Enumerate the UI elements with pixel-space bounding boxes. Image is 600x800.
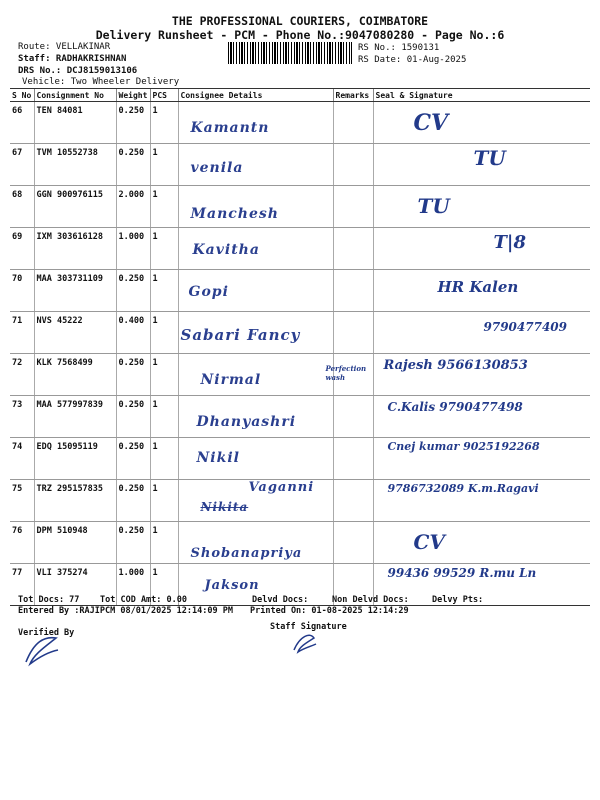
cell-weight: 2.000 <box>116 186 150 228</box>
cell-consignee <box>178 144 333 186</box>
cell-pcs: 1 <box>150 102 178 144</box>
cell-seal <box>373 480 590 522</box>
cell-seal <box>373 270 590 312</box>
staff-label: Staff: RADHAKRISHNAN <box>18 54 127 64</box>
col-header-remarks: Remarks <box>333 89 373 102</box>
seal-signature: CV <box>413 110 449 136</box>
seal-signature: Rajesh 9566130853 <box>383 358 528 373</box>
seal-signature: C.Kalis 9790477498 <box>387 400 523 414</box>
cell-seal <box>373 102 590 144</box>
cell-consignee <box>178 186 333 228</box>
printed-on: Printed On: 01-08-2025 12:14:29 <box>250 606 409 616</box>
cell-pcs: 1 <box>150 564 178 606</box>
runsheet-table <box>10 88 590 606</box>
barcode <box>228 42 352 64</box>
table-row <box>10 354 590 396</box>
table-row <box>10 312 590 354</box>
total-docs: Tot Docs: 77 <box>18 595 80 605</box>
cell-consignment: IXM 303616128 <box>34 228 116 270</box>
rs-number: RS No.: 1590131 <box>358 43 440 53</box>
col-header-consignee: Consignee Details <box>178 89 333 102</box>
cell-consignment: GGN 900976115 <box>34 186 116 228</box>
table-header-row <box>10 89 590 102</box>
cell-seal <box>373 522 590 564</box>
col-header-seal: Seal & Signature <box>373 89 590 102</box>
consignee-struck-out: Nikita <box>200 500 249 514</box>
table-row <box>10 480 590 522</box>
cell-seal <box>373 144 590 186</box>
consignee-handwriting: Gopi <box>188 284 229 300</box>
seal-signature: 9790477409 <box>483 320 567 334</box>
cell-remarks <box>333 522 373 564</box>
cell-sno: 69 <box>10 228 34 270</box>
cell-consignee <box>178 396 333 438</box>
cell-sno: 76 <box>10 522 34 564</box>
cell-weight: 0.250 <box>116 438 150 480</box>
entered-by: Entered By :RAJIPCM 08/01/2025 12:14:09 PM <box>18 606 233 616</box>
cell-sno: 74 <box>10 438 34 480</box>
cell-sno: 66 <box>10 102 34 144</box>
verified-signature-scribble <box>20 632 62 668</box>
cell-seal <box>373 312 590 354</box>
cell-consignee <box>178 354 333 396</box>
cell-seal <box>373 186 590 228</box>
cell-consignment: MAA 577997839 <box>34 396 116 438</box>
cell-seal <box>373 354 590 396</box>
cell-weight: 1.000 <box>116 564 150 606</box>
table-row <box>10 102 590 144</box>
verified-by-label: Verified By <box>18 628 75 638</box>
consignee-handwriting: Manchesh <box>190 206 279 222</box>
cell-remarks <box>333 312 373 354</box>
route-label: Route: VELLAKINAR <box>18 42 111 52</box>
cell-pcs: 1 <box>150 228 178 270</box>
cell-pcs: 1 <box>150 396 178 438</box>
cell-consignment: EDQ 15095119 <box>34 438 116 480</box>
consignee-handwriting: Nikil <box>196 450 240 466</box>
cell-weight: 0.250 <box>116 354 150 396</box>
cell-sno: 72 <box>10 354 34 396</box>
seal-signature: TU <box>417 194 450 218</box>
company-title: THE PROFESSIONAL COURIERS, COIMBATORE <box>171 14 429 28</box>
col-header-weight: Weight <box>116 89 150 102</box>
cell-weight: 0.250 <box>116 102 150 144</box>
consignee-handwriting: Sabari Fancy <box>180 326 301 344</box>
cell-weight: 0.250 <box>116 522 150 564</box>
cell-sno: 75 <box>10 480 34 522</box>
col-header-consignment: Consignment No <box>34 89 116 102</box>
table-row <box>10 438 590 480</box>
cell-pcs: 1 <box>150 270 178 312</box>
cell-pcs: 1 <box>150 522 178 564</box>
seal-signature: HR Kalen <box>437 278 519 296</box>
seal-signature: T|8 <box>493 232 526 253</box>
cell-consignee <box>178 312 333 354</box>
non-delivered-docs: Non Delvd Docs: <box>332 595 409 605</box>
cell-weight: 0.250 <box>116 480 150 522</box>
cell-seal <box>373 228 590 270</box>
rs-date: RS Date: 01-Aug-2025 <box>358 55 467 65</box>
cell-consignee <box>178 480 333 522</box>
staff-signature-scribble <box>290 630 320 654</box>
remarks-handwriting: Perfection wash <box>325 364 367 382</box>
drs-number: DRS No.: DCJ8159013106 <box>18 66 138 76</box>
consignee-handwriting: Shobanapriya <box>190 546 303 561</box>
cell-sno: 73 <box>10 396 34 438</box>
seal-signature: TU <box>473 146 506 170</box>
cell-consignee <box>178 438 333 480</box>
cell-remarks <box>333 102 373 144</box>
cell-pcs: 1 <box>150 312 178 354</box>
cell-weight: 0.250 <box>116 396 150 438</box>
cell-pcs: 1 <box>150 438 178 480</box>
consignee-handwriting: Nirmal <box>200 372 262 388</box>
consignee-handwriting: Vaganni <box>248 480 315 495</box>
cell-pcs: 1 <box>150 354 178 396</box>
col-header-pcs: PCS <box>150 89 178 102</box>
staff-signature-label: Staff Signature <box>270 622 347 632</box>
cell-remarks <box>333 480 373 522</box>
cell-sno: 77 <box>10 564 34 606</box>
table-row <box>10 270 590 312</box>
cell-consignee <box>178 228 333 270</box>
cell-consignee <box>178 270 333 312</box>
vehicle-label: Vehicle: Two Wheeler Delivery <box>22 77 180 87</box>
table-row <box>10 228 590 270</box>
consignee-handwriting: Kavitha <box>192 242 260 258</box>
seal-signature: CV <box>413 530 445 554</box>
cell-consignee <box>178 522 333 564</box>
cell-remarks <box>333 228 373 270</box>
consignee-handwriting: Jakson <box>204 578 260 593</box>
cell-pcs: 1 <box>150 480 178 522</box>
cell-weight: 0.250 <box>116 270 150 312</box>
cell-consignment: TVM 10552738 <box>34 144 116 186</box>
cell-remarks <box>333 396 373 438</box>
delivery-points: Delvy Pts: <box>432 595 484 605</box>
cell-remarks <box>333 270 373 312</box>
cell-consignment: TRZ 295157835 <box>34 480 116 522</box>
seal-signature: Cnej kumar 9025192268 <box>387 440 540 453</box>
cell-remarks <box>333 186 373 228</box>
cell-pcs: 1 <box>150 186 178 228</box>
cell-remarks <box>333 438 373 480</box>
delivered-docs: Delvd Docs: <box>252 595 309 605</box>
col-header-sno: S No <box>10 89 34 102</box>
cell-sno: 70 <box>10 270 34 312</box>
cell-consignment: VLI 375274 <box>34 564 116 606</box>
cell-consignment: NVS 45222 <box>34 312 116 354</box>
cell-seal <box>373 396 590 438</box>
cell-consignment: MAA 303731109 <box>34 270 116 312</box>
seal-signature: 9786732089 K.m.Ragavi <box>387 482 539 495</box>
cell-remarks <box>325 354 373 396</box>
table-row <box>10 144 590 186</box>
cell-remarks <box>333 144 373 186</box>
consignee-handwriting: Dhanyashri <box>196 414 297 430</box>
cell-consignment: KLK 7568499 <box>34 354 116 396</box>
cell-sno: 71 <box>10 312 34 354</box>
cell-weight: 1.000 <box>116 228 150 270</box>
cell-sno: 67 <box>10 144 34 186</box>
runsheet-title: Delivery Runsheet - PCM - Phone No.:9047080280 - Page No.:6 <box>95 28 505 42</box>
cell-consignee <box>178 102 333 144</box>
cell-weight: 0.250 <box>116 144 150 186</box>
cell-weight: 0.400 <box>116 312 150 354</box>
consignee-handwriting: Kamantn <box>190 120 270 136</box>
table-row <box>10 396 590 438</box>
table-row <box>10 186 590 228</box>
table-row <box>10 522 590 564</box>
cell-sno: 68 <box>10 186 34 228</box>
consignee-handwriting: venila <box>190 160 244 176</box>
total-cod-amount: Tot COD Amt: 0.00 <box>100 595 187 605</box>
cell-seal <box>373 438 590 480</box>
seal-signature: 99436 99529 R.mu Ln <box>387 566 537 580</box>
cell-consignment: DPM 510948 <box>34 522 116 564</box>
cell-pcs: 1 <box>150 144 178 186</box>
cell-consignment: TEN 84081 <box>34 102 116 144</box>
